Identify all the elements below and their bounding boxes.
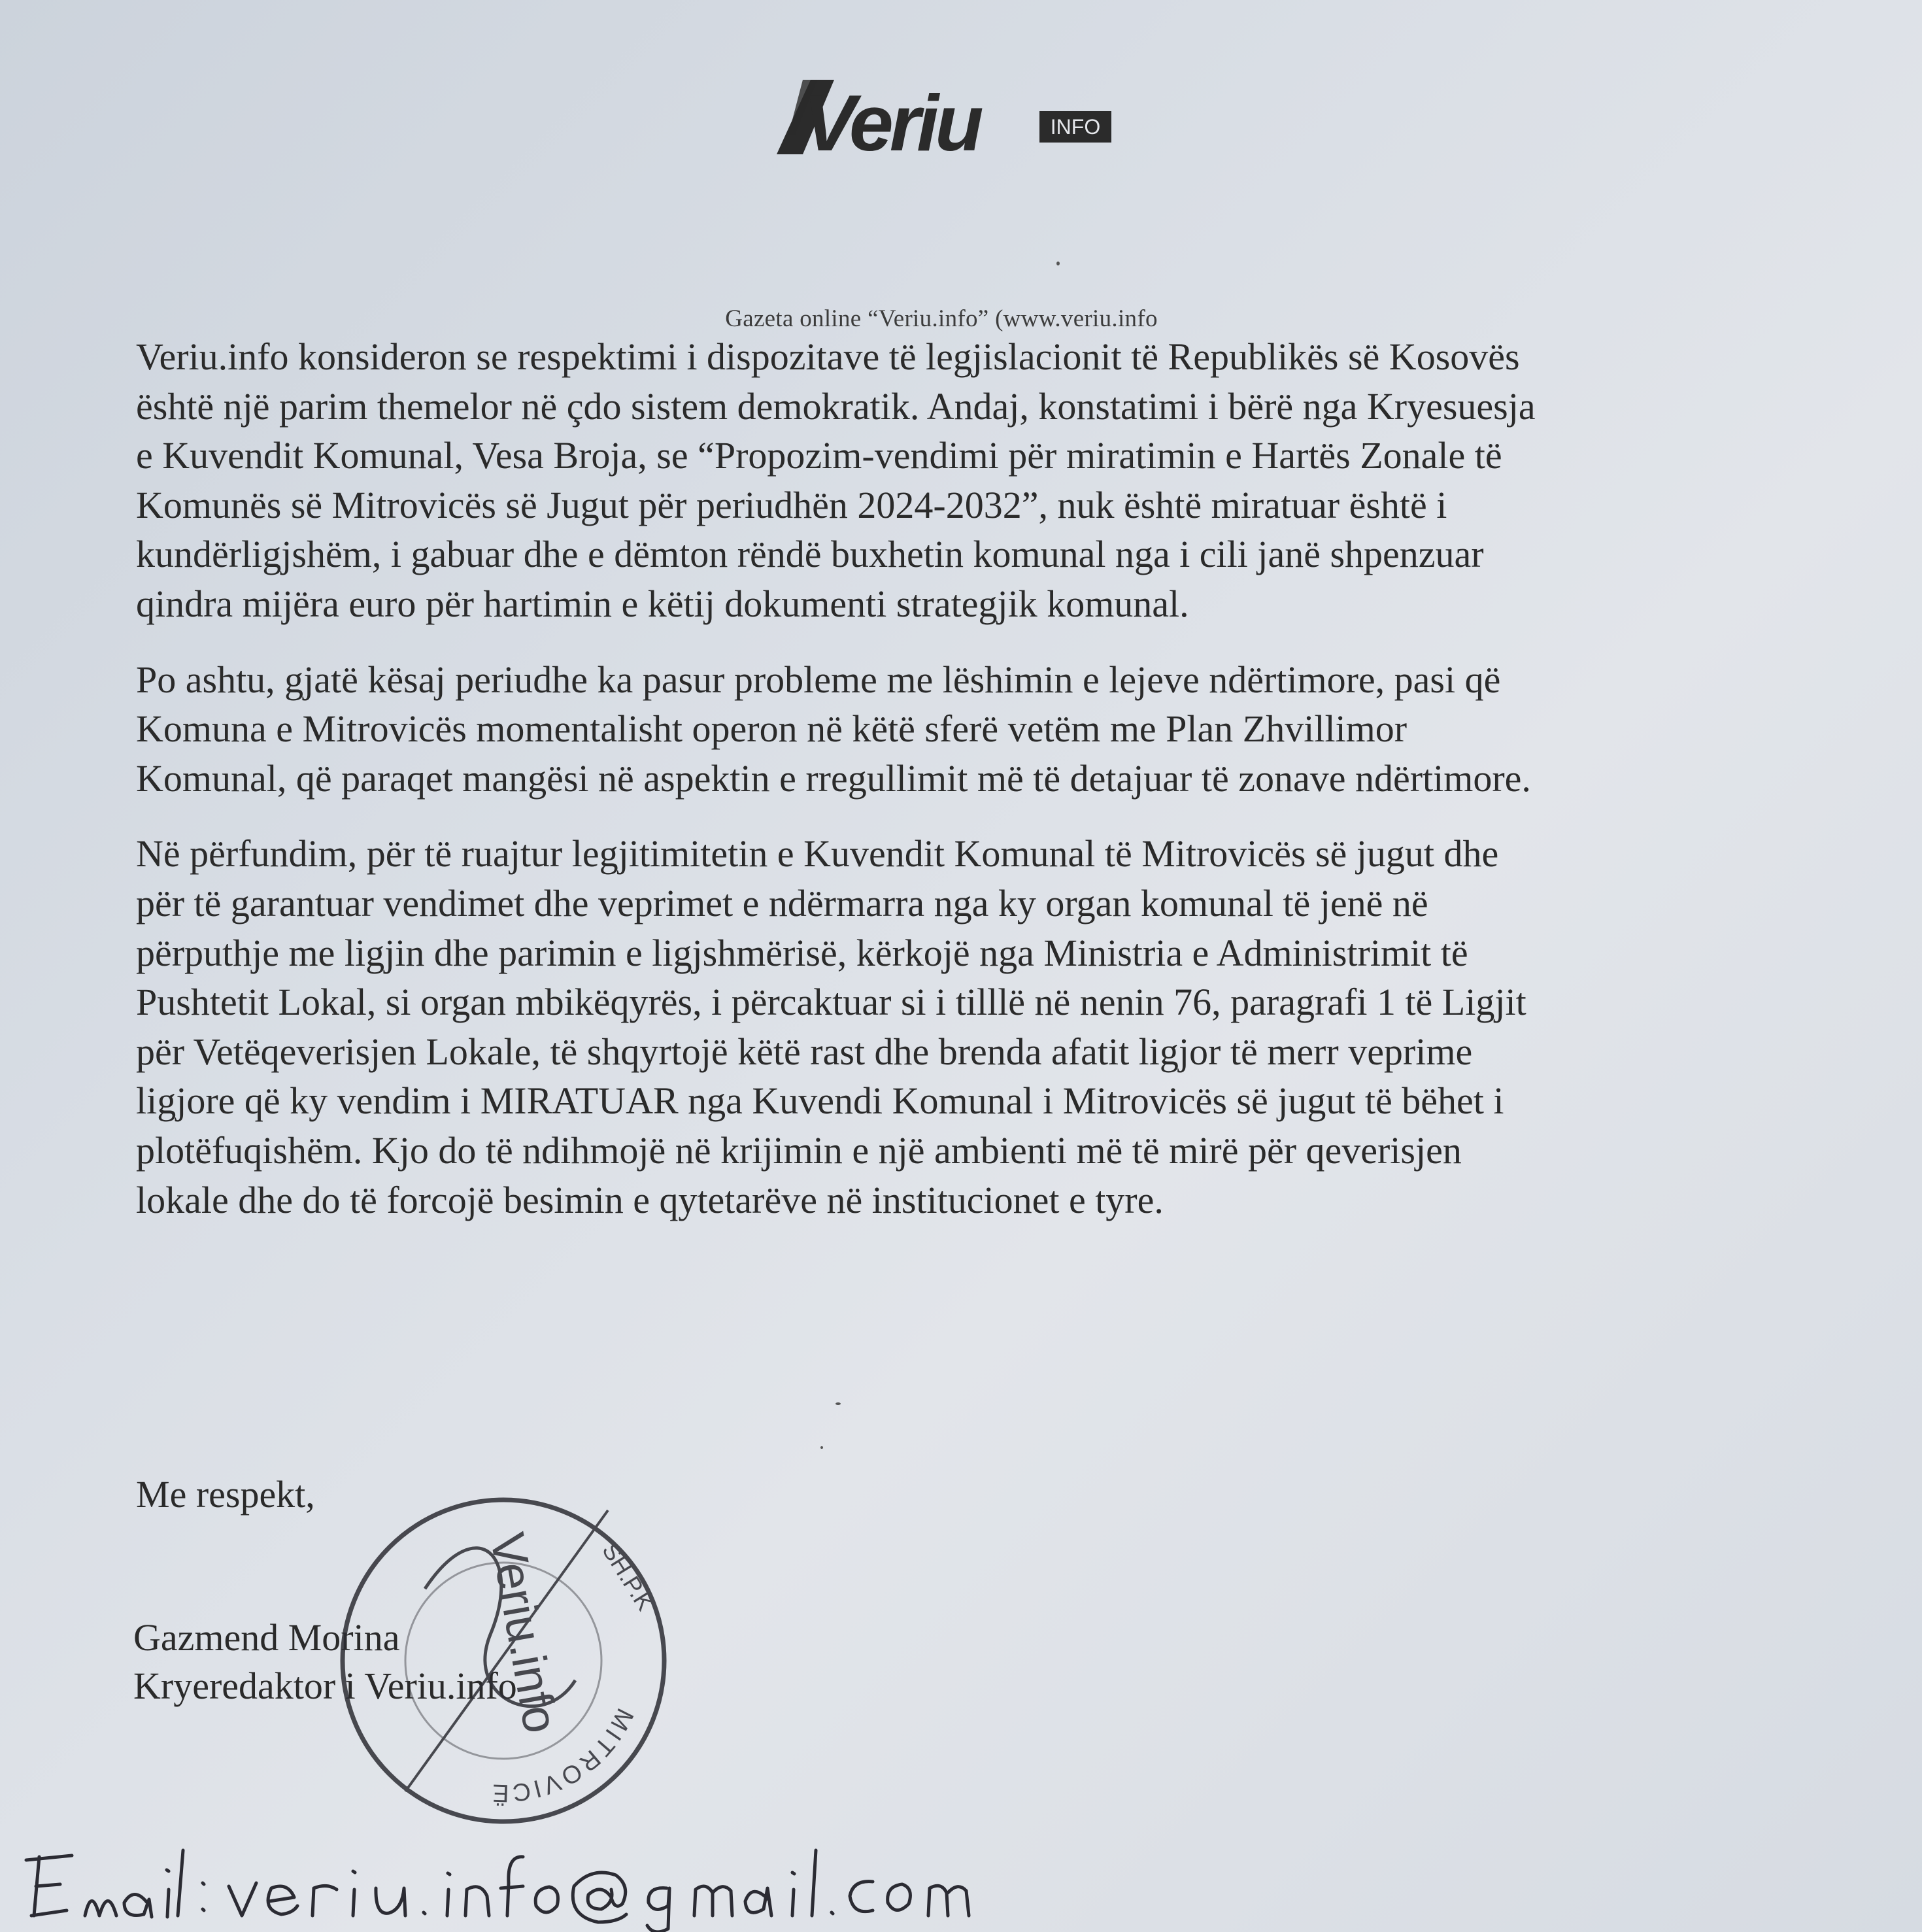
text-line: plotëfuqishëm. Kjo do të ndihmojë në krijimin e një ambienti më të mirë për qeverisjen	[136, 1128, 1462, 1172]
logo-text: Veriu	[803, 78, 980, 162]
company-stamp	[327, 1484, 680, 1837]
paper-speck	[1056, 262, 1060, 265]
paragraph-2	[136, 655, 1757, 804]
stamp-side-text: SH.P.K	[597, 1538, 660, 1616]
text-line: është një parim themelor në çdo sistem demokratik. Andaj, konstatimi i bërë nga Kryesuesja	[136, 384, 1536, 428]
text-line: e Kuvendit Komunal, Vesa Broja, se “Propozim-vendimi për miratimin e Hartës Zonale të	[136, 434, 1502, 477]
text-line: për Vetëqeverisjen Lokale, të shqyrtojë këtë rast dhe brenda afatit ligjor të merr veprime	[136, 1030, 1473, 1073]
stamp-center-text: Veriu.info	[480, 1529, 569, 1737]
text-line: Në përfundim, për të ruajtur legjitimitetin e Kuvendit Komunal të Mitrovicës së jugut dhe	[136, 832, 1499, 875]
text-line: Komuna e Mitrovicës momentalisht operon në këtë sferë vetëm me Plan Zhvillimor	[136, 707, 1408, 751]
paper-speck	[835, 1402, 841, 1405]
text-line: për të garantuar vendimet dhe veprimet e ndërmarra nga ky organ komunal të jenë në	[136, 881, 1428, 924]
text-line: Pushtetit Lokal, si organ mbikëqyrës, i përcaktuar si i tilllë në nenin 76, paragrafi 1 të Ligjit	[136, 981, 1526, 1024]
signatory-name: Gazmend Morina	[133, 1616, 400, 1659]
closing-salutation: Me respekt,	[136, 1473, 315, 1516]
paper-speck	[820, 1446, 823, 1449]
text-line: përputhje me ligjin dhe parimin e ligjshmërisë, kërkojë nga Ministria e Administrimit të	[136, 931, 1468, 974]
logo-badge: INFO	[1050, 115, 1101, 139]
publication-subtitle: Gazeta online “Veriu.info” (www.veriu.info	[725, 305, 1158, 332]
text-line: kundërligjshëm, i gabuar dhe e dëmton rëndë buxhetin komunal nga i cili janë shpenzuar	[136, 533, 1484, 576]
letter-body	[136, 332, 1757, 1225]
text-line: Veriu.info konsideron se respektimi i dispozitave të legjislacionit të Republikës së Kosovës	[136, 335, 1520, 378]
text-line: Komunal, që paraqet mangësi në aspektin e rregullimit më të detajuar të zonave ndërtimore.	[136, 756, 1531, 800]
text-line: qindra mijëra euro për hartimin e këtij dokumenti strategjik komunal.	[136, 582, 1189, 625]
handwritten-email-note	[0, 1824, 981, 1932]
paragraph-3	[136, 829, 1757, 1225]
paragraph-1	[136, 332, 1757, 629]
text-line: Komunës së Mitrovicës së Jugut për periudhën 2024-2032”, nuk është miratuar është i	[136, 483, 1447, 526]
stamp-ring-text: MITROVICË	[489, 1704, 639, 1807]
text-line: ligjore që ky vendim i MIRATUAR nga Kuvendi Komunal i Mitrovicës së jugut të bëhet i	[136, 1079, 1504, 1123]
text-line: lokale dhe do të forcojë besimin e qytetarëve në institucionet e tyre.	[136, 1178, 1164, 1221]
signatory-title: Kryeredaktor i Veriu.info	[133, 1665, 517, 1707]
veriu-info-logo	[777, 71, 1117, 162]
text-line: Po ashtu, gjatë kësaj periudhe ka pasur probleme me lëshimin e lejeve ndërtimore, pasi që	[136, 658, 1501, 701]
